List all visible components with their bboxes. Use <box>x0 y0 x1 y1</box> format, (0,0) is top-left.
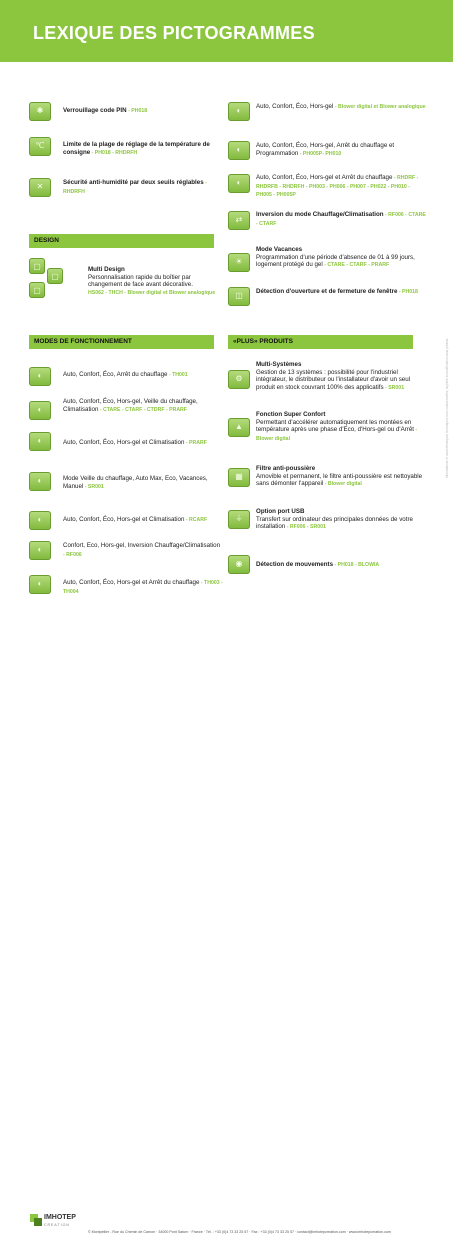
side-note: Informations et caractéristiques techniques non contractuelles, sujettes à modification sans préavis. <box>445 337 449 479</box>
page-title: LEXIQUE DES PICTOGRAMMES <box>33 23 315 43</box>
pin-icon: ✱ <box>29 102 51 121</box>
item-mode-1: Auto, Confort, Éco, Arrêt du chauffage - TH001 <box>63 371 188 378</box>
section-design: DESIGN <box>29 234 214 248</box>
mode-icon: ⇄ <box>228 211 250 230</box>
item-mode-7: Auto, Confort, Éco, Hors-gel et Arrêt du chauffage - TH003 - TH004 <box>63 579 223 595</box>
item-filtre: Filtre anti-poussière Amovible et permanent, le filtre anti-poussière est nettoyable sans démonter l'appareil - Blower digital <box>256 465 423 488</box>
faceplate-icon: ▢ <box>47 268 63 284</box>
item-mode-3: Auto, Confort, Éco, Hors-gel et Climatisation - PRARF <box>63 439 207 446</box>
header-banner <box>0 0 453 62</box>
humidity-icon: ✕ <box>29 178 51 197</box>
multisystem-icon: ⚙ <box>228 370 250 389</box>
footer <box>0 604 453 1234</box>
section-plus: «PLUS» PRODUITS <box>228 335 413 349</box>
usb-icon: ⏚ <box>228 510 250 529</box>
brand-logo: IMHOTEP CREATION <box>30 1214 80 1238</box>
item-mode-8: Auto, Confort, Éco, Hors-gel - Blower digital et Blower analogique <box>256 103 426 110</box>
item-mode-10: Auto, Confort, Éco, Hors-gel et Arrêt du chauffage - RHDRF - RHDRFB - RHDRFH - PH003 - PH006 - PH007 - PH022 - PH010 - PH005 - PH005P <box>256 174 419 199</box>
item-mode-6: Confort, Eco, Hors-gel, Inversion Chauffage/Climatisation - RF006 <box>63 542 221 558</box>
faceplate-icon: ▢ <box>29 282 45 298</box>
item-temp-limit: Limite de la plage de réglage de la température de consigne - PH018 - RHDRFH <box>63 141 210 156</box>
mode-icon: ◐ <box>29 401 51 420</box>
item-super-confort: Fonction Super Confort Permettant d'accélérer automatiquement les montées en température après une phase d'Eco, d'Hors-gel ou d'Arrêt - Blower digital <box>256 411 418 442</box>
vacation-icon: ☀ <box>228 253 250 272</box>
item-vacances: Mode Vacances Programmation d'une période d'absence de 01 à 99 jours, logement protégé du gel - CTARE - CTARF - PRARF <box>256 246 415 269</box>
mode-icon: ◐ <box>228 102 250 121</box>
mode-icon: ◐ <box>29 575 51 594</box>
item-pin: Verrouillage code PIN - PH018 <box>63 107 148 114</box>
window-icon: ◫ <box>228 287 250 306</box>
mode-icon: ◐ <box>29 511 51 530</box>
thermometer-icon: ℃ <box>29 137 51 156</box>
item-multi-systemes: Multi-Systèmes Gestion de 13 systèmes : possibilité pour l'industriel intégrateur, le distributeur ou l'installateur d'avoir un seul produit en stock couvrant 100% des applicatifs - SR001 <box>256 361 411 391</box>
item-mode-5: Auto, Confort, Éco, Hors-gel et Climatisation - RCARF <box>63 516 208 523</box>
item-mode-2: Auto, Confort, Éco, Hors-gel, Veille du chauffage, Climatisation - CTARE - CTARF - CTDRF - PRARF <box>63 398 198 413</box>
mode-icon: ◐ <box>228 141 250 160</box>
item-usb: Option port USB Transfert sur ordinateur des principales données de votre installation - RF006 - SR001 <box>256 508 413 531</box>
mode-icon: ◐ <box>228 174 250 193</box>
item-mode-4: Mode Veille du chauffage, Auto Max, Eco, Vacances, Manuel - SR001 <box>63 475 208 490</box>
mode-icon: ◐ <box>29 472 51 491</box>
mode-icon: ◐ <box>29 367 51 386</box>
item-window: Détection d'ouverture et de fermeture de fenêtre - PH018 <box>256 288 418 295</box>
super-comfort-icon: ▲ <box>228 418 250 437</box>
mode-icon: ◐ <box>29 541 51 560</box>
item-multi-design: Multi Design Personnalisation rapide du boîtier par changement de face avant décorative. HS062 - THCH - Blower digital et Blower analogique <box>88 266 216 296</box>
faceplate-icon: ▢ <box>29 258 45 274</box>
item-humidity: Sécurité anti-humidité par deux seuils réglables - RHDRFH <box>63 179 207 195</box>
item-mode-9: Auto, Confort, Éco, Hors-gel, Arrêt du chauffage et Programmation - PH005P- PH010 <box>256 142 395 157</box>
item-inversion: Inversion du mode Chauffage/Climatisation - RF006 - CTARE - CTARF <box>256 211 426 227</box>
item-mouvements: Détection de mouvements - PH018 - BLOWIA <box>256 561 380 568</box>
mode-icon: ◐ <box>29 432 51 451</box>
footer-address: © Montpellier - Rue du Chemin de Carnon · 34000 Pont Saturn · France · Tél. : +33 (0)4 73 33 25 57 · Fax : +33 (0)4 73 33 25 57 · contact@imhotepcreation.com · www.imhotepcreation.com <box>88 1230 391 1234</box>
filter-icon: ▦ <box>228 468 250 487</box>
motion-icon: ◉ <box>228 555 250 574</box>
section-modes: MODES DE FONCTIONNEMENT <box>29 335 214 349</box>
